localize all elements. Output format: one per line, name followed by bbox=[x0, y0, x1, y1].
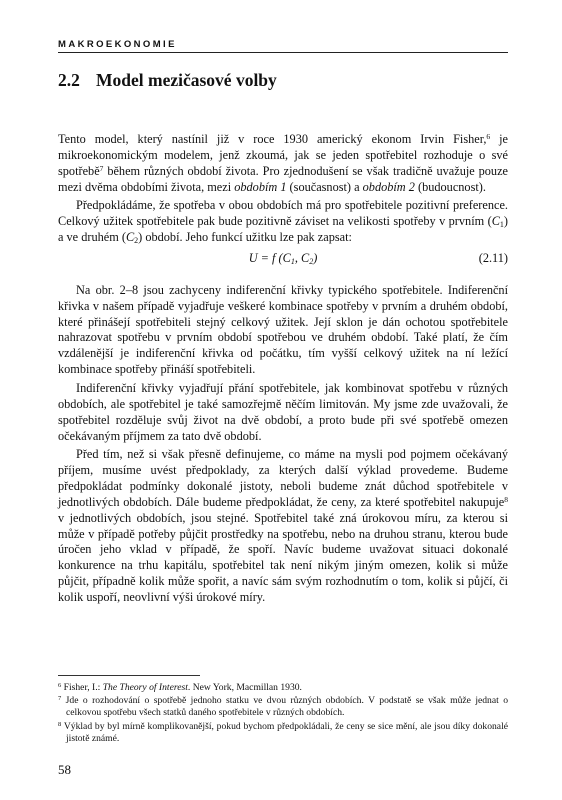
paragraph-2-text-a: Předpokládáme, že spotřeba v obou obdobích má pro spotřebitele pozitivní preference. Celkový užitek spotřebitele pak bude pozitivně záviset na velikosti spotřeby v prvním ( bbox=[58, 198, 508, 229]
paragraph-1 bbox=[58, 132, 508, 195]
period-1-term: obdobím 1 bbox=[234, 179, 287, 194]
footnote-6 bbox=[58, 682, 508, 694]
paragraph-4: Indiferenční křivky vyjadřují přání spotřebitele, jak kombinovat spotřebu v různých obdobích, ale spotřebitel je také samozřejmě něčím limitován. My jsme zde uvažovali, že spotřebitel rozděluje svůj život na dvě období, a proto bude při své spotřebě omezen očekávaným příjmem za tato dvě období. bbox=[58, 380, 508, 443]
equation-formula bbox=[58, 251, 508, 267]
equation-mid: , C bbox=[294, 250, 310, 265]
paragraph-1-text-b: je mikroekonomickým modelem, jenž zkoumá, jak se jeden spotřebitel rozhoduje o své spotřebě bbox=[58, 132, 508, 178]
section-number: 2.2 bbox=[58, 70, 80, 90]
footnote-rule bbox=[58, 675, 200, 676]
equation-sub-2: 2 bbox=[309, 256, 314, 266]
section-title: Model mezičasové volby bbox=[96, 70, 277, 90]
equation-number: (2.11) bbox=[478, 250, 508, 265]
paragraph-3: Na obr. 2–8 jsou zachyceny indiferenční křivky typického spotřebitele. Indiferenční křivka v našem případě vyjadřuje veškeré kombinace spotřeby v prvním a druhém období, které přinášejí spotřebiteli stejný celkový užitek. Její sklon je dán ochotou spotřebitele nahrazovat spotřebu v prvním období spotřebou ve druhém období. Také platí, že čím vzdálenější je indiferenční křivka od počátku, tím vyšší celkový užitek na ní ležící kombinace spotřeby přináší spotřebiteli. bbox=[58, 282, 508, 377]
utility-equation bbox=[58, 249, 508, 269]
footnotes bbox=[58, 682, 508, 746]
footnote-6-book-title: The Theory of Interest bbox=[102, 682, 188, 693]
footnote-ref-6[interactable]: 6 bbox=[486, 132, 491, 141]
consumption-subscript-2: 2 bbox=[134, 236, 139, 246]
footnote-7 bbox=[58, 695, 508, 719]
footnote-mark-6: 6 bbox=[58, 682, 62, 689]
equation-rhs: ) bbox=[313, 250, 318, 265]
consumption-symbol: C bbox=[491, 214, 500, 229]
footnote-mark-8: 8 bbox=[58, 720, 62, 728]
header-rule bbox=[58, 52, 508, 53]
paragraph-1-text-a: Tento model, který nastínil již v roce 1930 americký ekonom Irvin Fisher, bbox=[58, 132, 487, 146]
paragraph-2-text-b: ) a ve druhém ( bbox=[58, 214, 508, 245]
paragraph-5-text-a: Před tím, než si však přesně definujeme, co máme na mysli pod pojmem očekávaný příjem, musíme uvést předpoklady, za kterých další výklad provedeme. Budeme předpokládat podmínky dokonalé jistoty, neboli budeme znát důchod spotřebitele v jednotlivých obdobích. Dále budeme předpokládat, že ceny, za které spotřebitel nakupuje bbox=[58, 447, 508, 509]
footnote-ref-7[interactable]: 7 bbox=[99, 163, 104, 173]
paragraph-2-text-d: ) období. Jeho funkcí užitku lze pak zapsat: bbox=[138, 230, 352, 245]
paragraph-1-text-c: během různých období života. Pro zjednodušení se však tradičně uvažuje pouze mezi dvěma obdobími života, mezi bbox=[58, 163, 508, 194]
section-heading bbox=[58, 70, 277, 91]
period-2-term: obdobím 2 bbox=[362, 179, 415, 194]
running-head: MAKROEKONOMIE bbox=[58, 39, 177, 50]
page-number: 58 bbox=[58, 762, 71, 777]
consumption-symbol: C bbox=[125, 230, 135, 245]
paragraph-1-text-d: (současnost) a bbox=[286, 179, 363, 194]
paragraph-1-text-e: (budoucnost). bbox=[414, 179, 486, 194]
footnote-mark-7: 7 bbox=[58, 695, 62, 703]
paragraph-2 bbox=[58, 198, 508, 246]
paragraph-5 bbox=[58, 447, 508, 605]
footnote-6-text-b: . New York, Macmillan 1930. bbox=[187, 682, 302, 693]
equation-sub-1: 1 bbox=[290, 256, 295, 266]
footnote-7-text: Jde o rozhodování o spotřebě jednoho statku ve dvou různých obdobích. V podstatě se však může jednat o celkovou spotřebu všech statků daného spotřebitele v různých obdobích. bbox=[61, 695, 508, 719]
body-text bbox=[58, 132, 508, 609]
footnote-ref-8[interactable]: 8 bbox=[504, 494, 508, 504]
footnote-8 bbox=[58, 721, 508, 745]
consumption-subscript-1: 1 bbox=[499, 220, 504, 230]
footnote-6-text-a: Fisher, I.: bbox=[61, 682, 103, 693]
paragraph-5-text-b: v jednotlivých obdobích, jsou stejné. Spotřebitel také zná úrokovou míru, za kterou si může v případě potřeby půjčit prostředky na spotřebu, nebo na druhou stranu, kterou bude úročen jeho vklad v případě, že spoří. Navíc budeme uvažovat situaci dokonalé konkurence na trhu kapitálu, spotřebitel tak není nikým jiným omezen, kolik si může půjčit, případně kolik může spořit, a navíc sám svým rozhodnutím o tom, kolik si půjčí, či kolik uspoří, neovlivní výši úrokové míry. bbox=[58, 510, 508, 604]
footnote-8-text: Výklad by byl mírně komplikovanější, pokud bychom předpokládali, že ceny se sice mění, ale jsou díky dokonalé jistotě známé. bbox=[61, 720, 508, 744]
equation-lhs: U = f (C bbox=[248, 250, 291, 265]
